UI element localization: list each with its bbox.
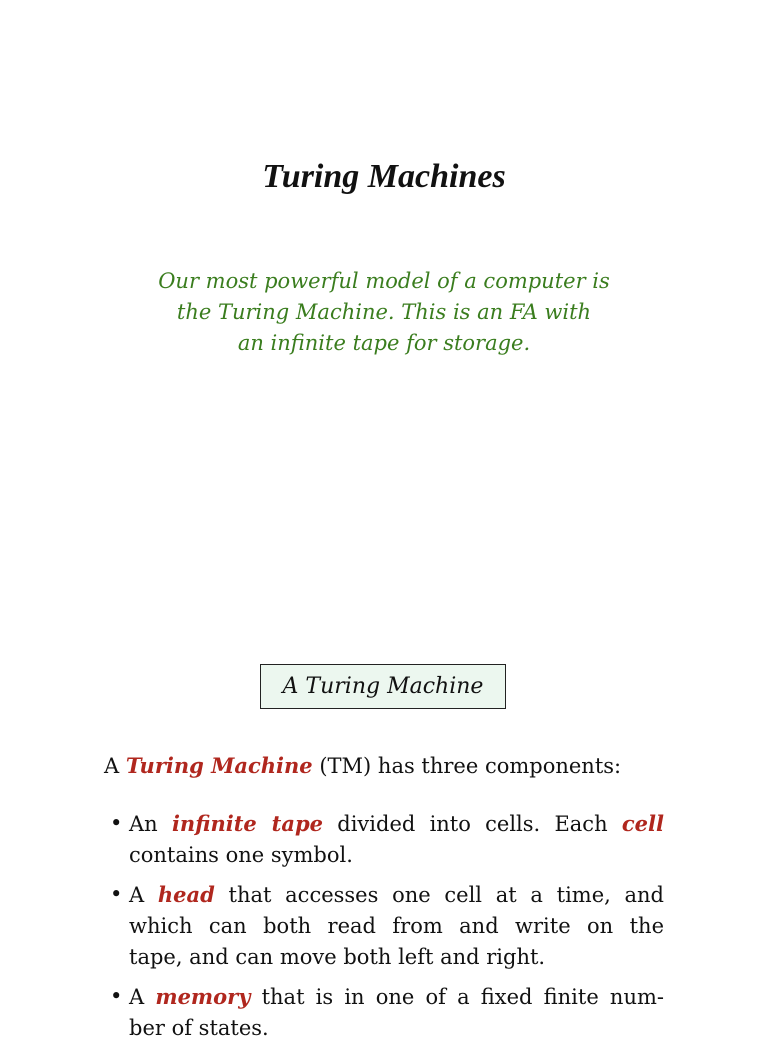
page-title: Turing Machines — [262, 158, 506, 195]
bullet-text: An — [129, 812, 158, 836]
bullet-line: which can both read from and write on the — [129, 914, 664, 938]
intro-line-3: an infinite tape for storage. — [237, 331, 531, 355]
term-turing-machine: Turing Machine — [125, 753, 313, 778]
bullet-line — [129, 808, 664, 840]
bullet-text: A — [129, 985, 145, 1009]
bullet-line: contains one symbol. — [129, 843, 353, 867]
lead-post: (TM) has three components: — [319, 754, 622, 778]
bullet-line: tape, and can move both left and right. — [129, 945, 546, 969]
list-item — [110, 879, 664, 973]
bullet-text: that is in one of a fixed finite num- — [261, 985, 664, 1009]
list-item — [110, 808, 664, 871]
components-list — [110, 808, 664, 1052]
bullet-line: ber of states. — [129, 1016, 269, 1040]
bullet-text: A — [129, 883, 145, 907]
bullet-icon: • — [110, 882, 123, 906]
term-infinite-tape: infinite tape — [171, 811, 324, 836]
term-cell: cell — [621, 811, 664, 836]
bullet-line — [129, 981, 664, 1013]
term-memory: memory — [155, 984, 251, 1009]
term-head: head — [157, 882, 215, 907]
section-heading: A Turing Machine — [282, 674, 484, 699]
bullet-text: that accesses one cell at a time, and — [228, 883, 664, 907]
list-item — [110, 981, 664, 1044]
section-heading-box — [260, 664, 506, 709]
intro-line-1: Our most powerful model of a computer is — [158, 269, 610, 293]
bullet-icon: • — [110, 811, 123, 835]
intro-line-2: the Turing Machine. This is an FA with — [176, 300, 592, 324]
bullet-icon: • — [110, 984, 123, 1008]
bullet-text: divided into cells. Each — [337, 812, 608, 836]
intro-paragraph — [134, 266, 634, 359]
lead-sentence — [104, 750, 621, 782]
bullet-line — [129, 879, 664, 911]
lead-pre: A — [104, 754, 120, 778]
